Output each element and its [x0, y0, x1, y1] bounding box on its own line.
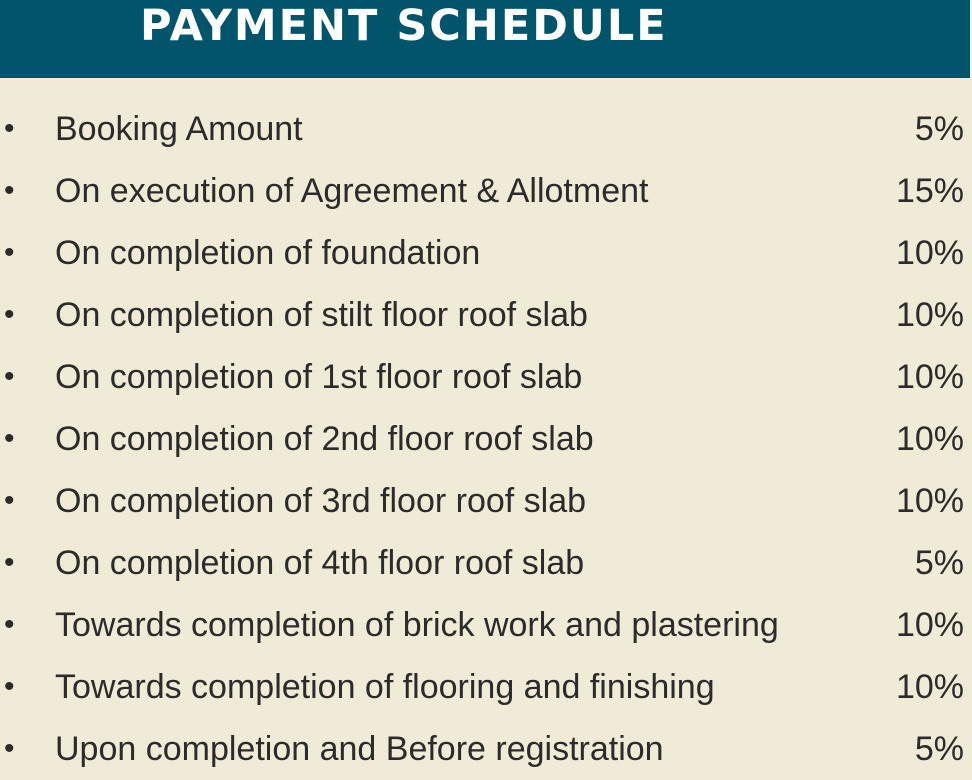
- schedule-item-percent: 10%: [895, 420, 964, 458]
- schedule-item-label: On completion of stilt floor roof slab: [55, 296, 588, 334]
- bullet-icon: •: [4, 546, 15, 579]
- schedule-item-label: On completion of 4th floor roof slab: [55, 544, 585, 582]
- bullet-icon: •: [4, 236, 15, 269]
- bullet-icon: •: [4, 174, 15, 207]
- schedule-item-label: On execution of Agreement & Allotment: [55, 172, 649, 210]
- bullet-icon: •: [4, 112, 15, 145]
- schedule-item-percent: 10%: [895, 296, 964, 334]
- bullet-icon: •: [4, 298, 15, 331]
- list-item: [0, 408, 972, 470]
- schedule-item-label: Upon completion and Before registration: [55, 730, 664, 768]
- bullet-icon: •: [4, 422, 15, 455]
- list-item: [0, 222, 972, 284]
- list-item: [0, 470, 972, 532]
- schedule-item-label: Towards completion of brick work and plastering: [55, 606, 779, 644]
- payment-schedule-list: [0, 98, 972, 780]
- list-item: [0, 346, 972, 408]
- schedule-item-percent: 5%: [914, 544, 964, 582]
- list-item: [0, 594, 972, 656]
- schedule-item-label: On completion of 2nd floor roof slab: [55, 420, 594, 458]
- list-item: [0, 532, 972, 594]
- bullet-icon: •: [4, 732, 15, 765]
- schedule-item-label: On completion of 3rd floor roof slab: [55, 482, 587, 520]
- schedule-item-percent: 10%: [895, 482, 964, 520]
- bullet-icon: •: [4, 360, 15, 393]
- bullet-icon: •: [4, 670, 15, 703]
- schedule-item-percent: 15%: [895, 172, 964, 210]
- schedule-item-label: On completion of foundation: [55, 234, 481, 272]
- schedule-item-percent: 5%: [914, 730, 964, 768]
- schedule-item-label: Booking Amount: [55, 110, 303, 148]
- schedule-item-label: Towards completion of flooring and finishing: [55, 668, 715, 706]
- list-item: [0, 656, 972, 718]
- schedule-item-percent: 10%: [895, 358, 964, 396]
- list-item: [0, 98, 972, 160]
- page-title: PAYMENT SCHEDULE: [140, 1, 668, 51]
- list-item: [0, 718, 972, 780]
- list-item: [0, 284, 972, 346]
- schedule-item-percent: 10%: [895, 606, 964, 644]
- schedule-item-percent: 10%: [895, 668, 964, 706]
- bullet-icon: •: [4, 484, 15, 517]
- bullet-icon: •: [4, 608, 15, 641]
- schedule-item-label: On completion of 1st floor roof slab: [55, 358, 583, 396]
- header-banner: [0, 0, 972, 78]
- list-item: [0, 160, 972, 222]
- schedule-item-percent: 10%: [895, 234, 964, 272]
- schedule-item-percent: 5%: [914, 110, 964, 148]
